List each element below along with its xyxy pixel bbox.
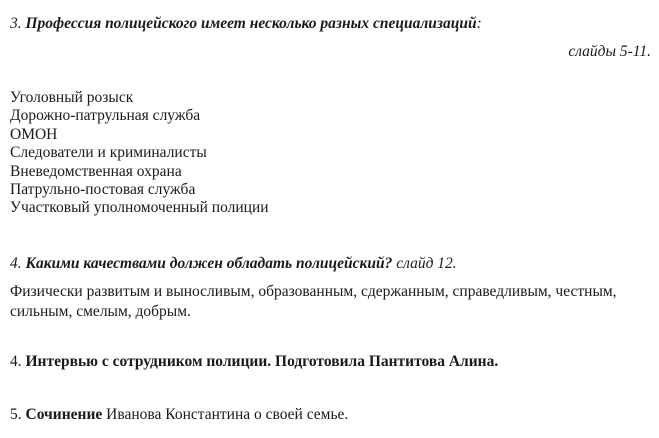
section-4a-slide-ref: слайд 12. [396,255,457,272]
specializations-list [10,89,269,218]
qualities-paragraph: Физически развитым и выносливым, образованным, сдержанным, справедливым, честным, сильным, смелым, добрым. [10,283,617,320]
list-item: Следователи и криминалисты [10,144,207,162]
section-5-rest: Иванова Константина о своей семье. [106,406,349,423]
section-3-heading [10,15,482,33]
section-3-number: 3. [10,15,22,32]
section-4b-title: Интервью с сотрудником полиции. Подготовила Пантитова Алина. [25,353,499,370]
list-item: Вневедомственная охрана [10,162,182,180]
section-4a-number: 4. [10,255,22,272]
list-item: Дорожно-патрульная служба [10,107,201,125]
list-item: Участковый уполномоченный полиции [10,199,269,217]
section-5-number: 5. [10,406,22,423]
section-5-heading [10,406,348,424]
section-5-bold: Сочинение [25,406,103,423]
section-3-title: Профессия полицейского имеет несколько разных специализаций [25,15,477,32]
list-item: Уголовный розыск [10,89,134,106]
list-item: Патрульно-постовая служба [10,181,196,199]
section-4-qualities-heading [10,255,457,273]
list-item: ОМОН [10,125,58,143]
section-4b-number: 4. [10,353,22,370]
section-3-colon: : [476,15,482,32]
section-4-interview-heading [10,353,498,371]
section-4a-title: Какими качествами должен обладать полицейский? [25,255,393,272]
section-3-slides-ref: слайды 5-11. [568,43,651,60]
